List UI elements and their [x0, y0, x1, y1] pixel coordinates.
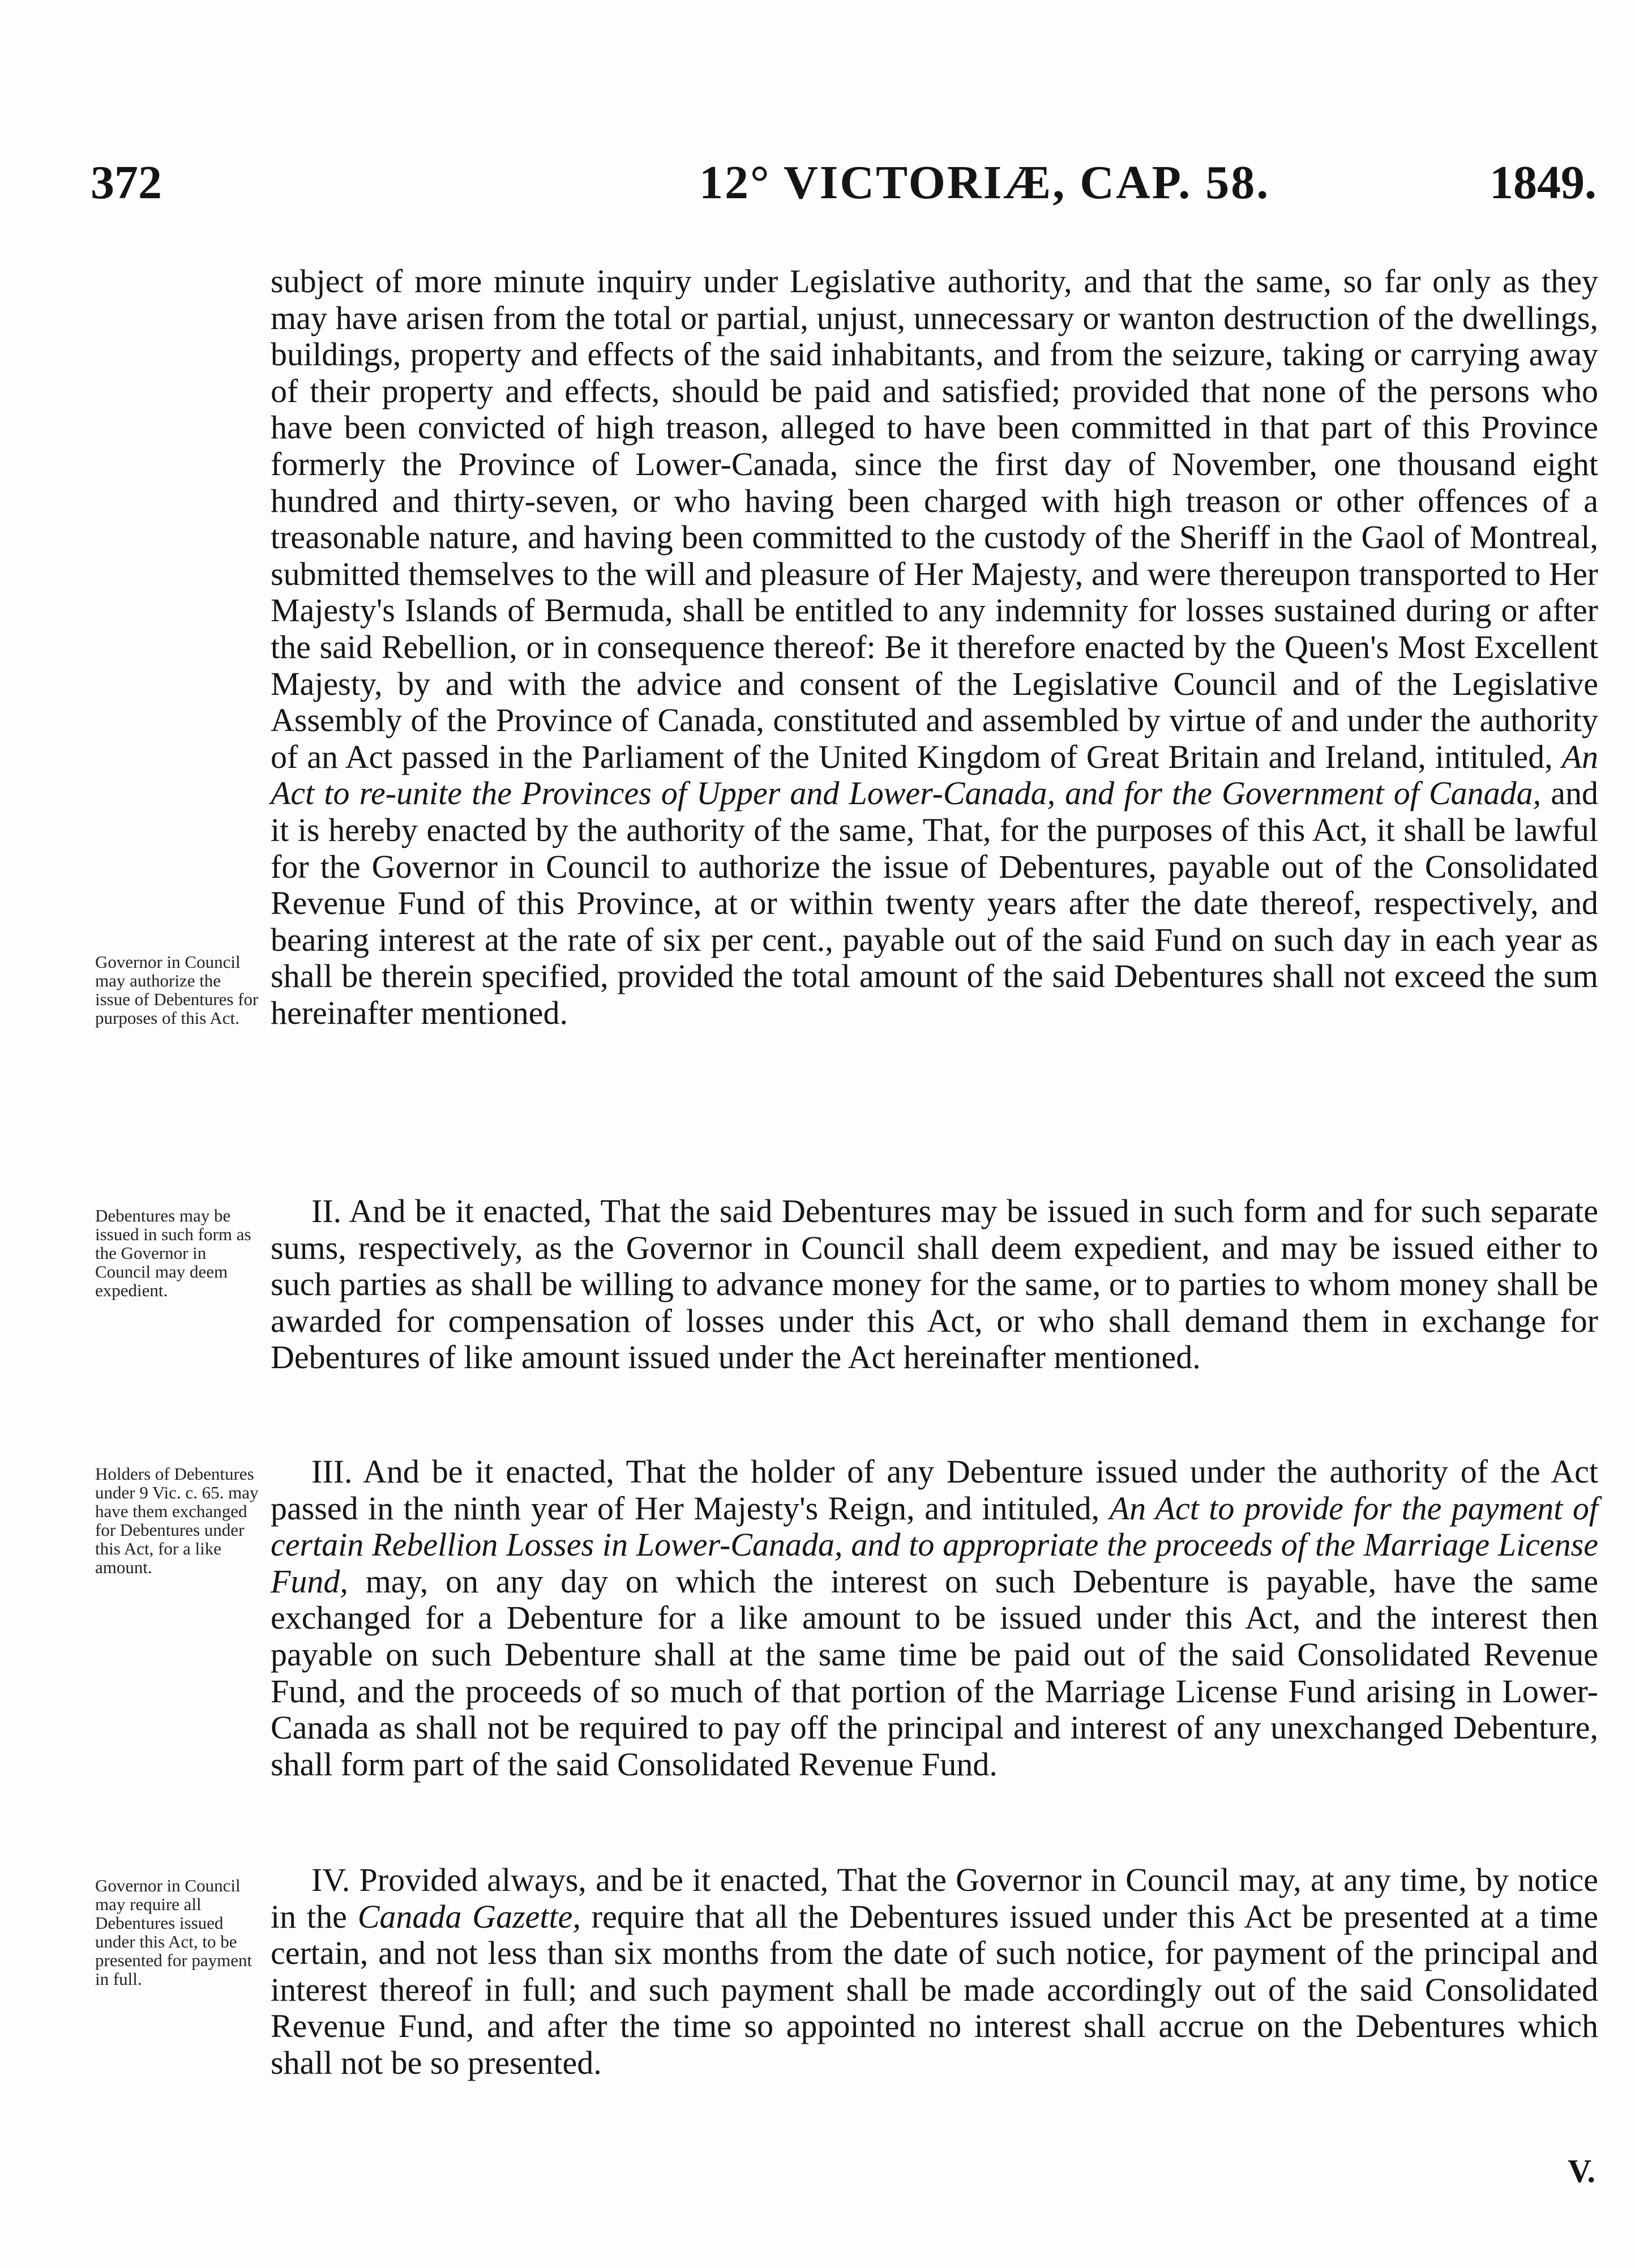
chapter-title: 12° VICTORIÆ, CAP. 58. [699, 156, 1270, 209]
paragraph-section-3 [271, 1454, 1598, 1783]
margin-note-3: Holders of Debentures under 9 Vic. c. 65. may have them exchanged for Debentures under this Act, for a like amount. [95, 1464, 259, 1577]
preamble-act-title: An Act to re-unite the Provinces of Upper and Lower-Canada, and for the Government of Canada, [271, 738, 1599, 812]
section-3-text-1: III. And be it enacted, That the holder of any Debenture issued under the authority of the Act passed in the ninth year of Her Majesty's Reign, and intituled, [271, 1453, 1598, 1527]
margin-note-4: Governor in Council may require all Debentures issued under this Act, to be presented for payment in full. [95, 1876, 252, 1989]
section-4-text-2: require that all the Debentures issued under this Act be presented at a time certain, and not less than six months from the date of such notice, for payment of the principal and interest thereof in full; and such payment shall be made accordingly out of the said Consolidated Revenue Fund, and after the time so appointed no interest shall accrue on the Debentures which shall not be so presented. [271, 1898, 1599, 2081]
paragraph-section-2 [271, 1193, 1598, 1376]
section-3-act-title: An Act to provide for the payment of certain Rebellion Losses in Lower-Canada, and to appropriate the proceeds of the Marriage License Fund, [271, 1489, 1598, 1600]
paragraph-section-4 [271, 1862, 1598, 2082]
paragraph-preamble [271, 263, 1598, 1031]
section-4-text-1: IV. Provided always, and be it enacted, That the Governor in Council may, at any time, by notice in the [271, 1861, 1598, 1935]
margin-note-1: Governor in Council may authorize the issue of Debentures for purposes of this Act. [95, 952, 259, 1028]
margin-note-2: Debentures may be issued in such form as the Governor in Council may deem expedient. [95, 1206, 251, 1300]
section-4-gazette: Canada Gazette, [357, 1898, 581, 1935]
year: 1849. [1490, 156, 1597, 209]
catchword: V. [1568, 2152, 1595, 2189]
section-3-text-2: may, on any day on which the interest on such Debenture is payable, have the same exchanged for a Debenture for a like amount to be issued under this Act, and the interest then payable on such Debenture shall at the same time be paid out of the said Consolidated Revenue Fund, and the proceeds of so much of that portion of the Marriage License Fund arising in Lower-Canada as shall not be required to pay off the principal and interest of any unexchanged Debenture, shall form part of the said Consolidated Revenue Fund. [271, 1562, 1599, 1783]
section-2-text: II. And be it enacted, That the said Debentures may be issued in such form and for such separate sums, respectively, as the Governor in Council shall deem expedient, and may be issued either to such parties as shall be willing to advance money for the same, or to parties to whom money shall be awarded for compensation of losses under this Act, or who shall demand them in exchange for Debentures of like amount issued under the Act hereinafter mentioned. [271, 1193, 1598, 1376]
preamble-text-1: subject of more minute inquiry under Legislative authority, and that the same, so far only as they may have arisen from the total or partial, unjust, unnecessary or wanton destruction of the dwellings, buildings, property and effects of the said inhabitants, and from the seizure, taking or carrying away of their property and effects, should be paid and satisfied; provided that none of the persons who have been convicted of high treason, alleged to have been committed in that part of this Province formerly the Province of Lower-Canada, since the first day of November, one thousand eight hundred and thirty-seven, or who having been charged with high treason or other offences of a treasonable nature, and having been committed to the custody of the Sheriff in the Gaol of Montreal, submitted themselves to the will and pleasure of Her Majesty, and were thereupon transported to Her Majesty's Islands of Bermuda, shall be entitled to any indemnity for losses sustained during or after the said Rebellion, or in consequence thereof: Be it therefore enacted by the Queen's Most Excellent Majesty, by and with the advice and consent of the Legislative Council and of the Legislative Assembly of the Province of Canada, constituted and assembled by virtue of and under the authority of an Act passed in the Parliament of the United Kingdom of Great Britain and Ireland, intituled, [271, 263, 1598, 775]
page-number: 372 [91, 156, 162, 209]
running-head [91, 152, 1597, 214]
preamble-text-2: and it is hereby enacted by the authority of the same, That, for the purposes of this Act, it shall be lawful for the Governor in Council to authorize the issue of Debentures, payable out of the Consolidated Revenue Fund of this Province, at or within twenty years after the date thereof, respectively, and bearing interest at the rate of six per cent., payable out of the said Fund on such day in each year as shall be therein specified, provided the total amount of the said Debentures shall not exceed the sum hereinafter mentioned. [271, 775, 1598, 1031]
